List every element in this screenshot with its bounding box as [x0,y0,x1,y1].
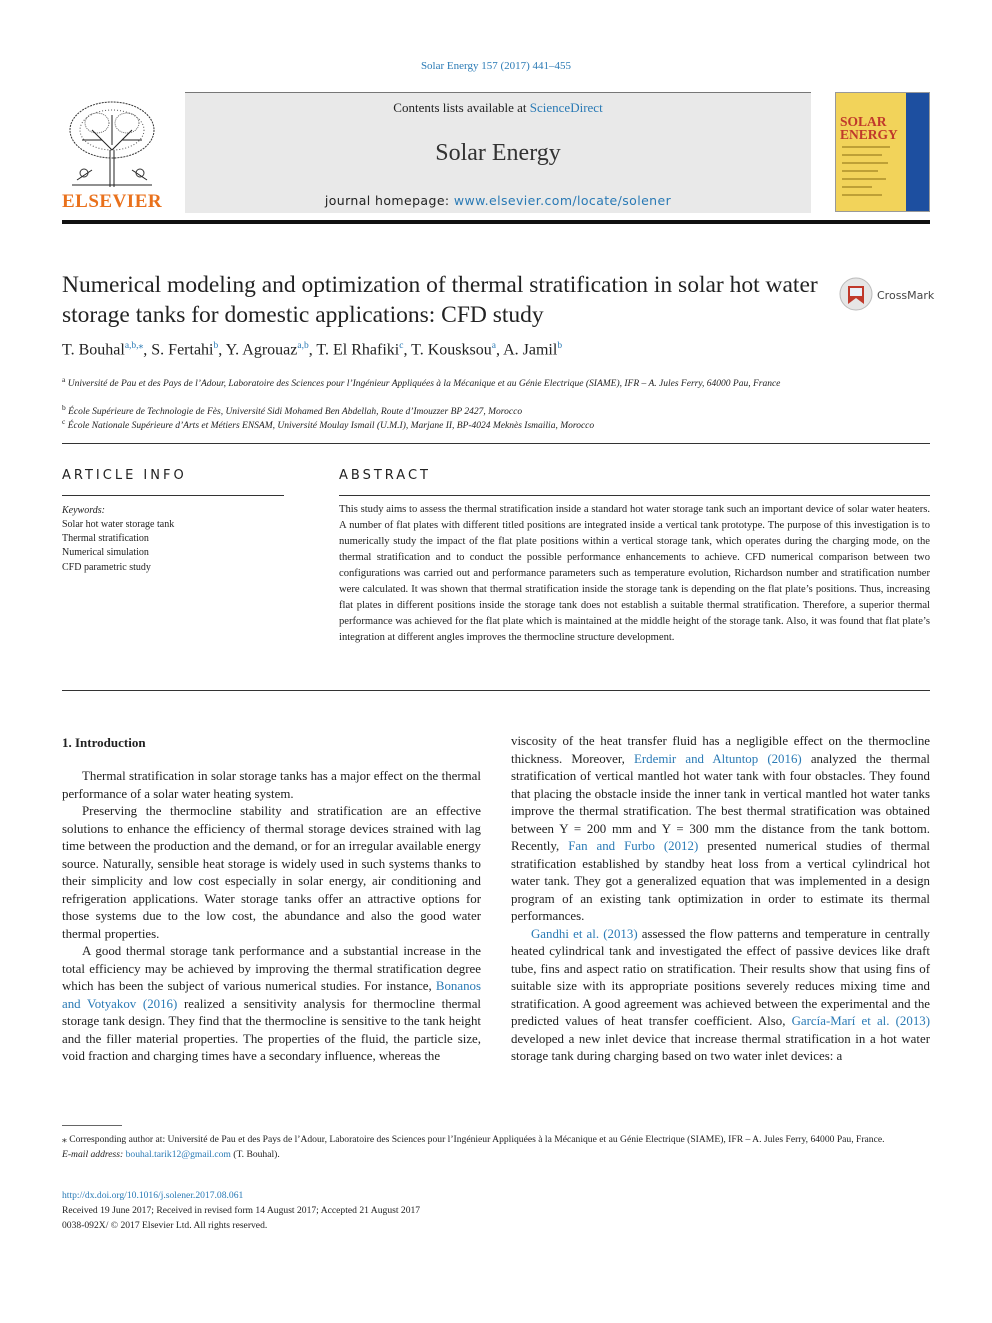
article-metadata [62,1188,420,1233]
reference-link[interactable]: Fan and Furbo (2012) [568,839,699,853]
reference-link[interactable]: García-Marí et al. (2013) [791,1014,931,1028]
contents-prefix: Contents lists available at [393,100,530,115]
paragraph-text: presented numerical studies of thermal stratification established by standby heat loss from a vertical cylindrical hot water tank. They got a generalized equation that was implemented in a design program of an existing tank optimization in order to estimate its thermal performances. [511,839,930,923]
paragraph-text: A good thermal storage tank performance and a substantial increase in the total efficiency may be achieved by improving the thermal stratification degree which has been the subject of various numerical studies. For instance, [62,944,481,993]
left-column [62,768,481,1066]
article-info-heading: ARTICLE INFO [62,468,187,483]
affiliation-mark: a [62,375,66,384]
author-affiliation-mark[interactable]: c [399,341,404,351]
affiliation-c [62,415,832,433]
keyword-item: Solar hot water storage tank [62,519,175,530]
abstract-rule [339,495,930,496]
article-info-rule [62,495,284,496]
paragraph: Preserving the thermocline stability and stratification are an effective solutions to enhance the efficiency of thermal storage devices strained with lag time between the production and the demand, or for an irregular available energy source. Naturally, sensible heat storage is widely used in such systems thanks to their simplicity and low cost especially in solar energy, air conditioning and refrigeration applications. Water storage tanks offer an attractive options for those systems due to the low cost, the abundance and also the good water thermal properties. [62,804,481,941]
abstract-divider [62,690,930,691]
keyword-item: CFD parametric study [62,562,151,573]
email-link[interactable]: bouhal.tarik12@gmail.com [125,1149,231,1160]
author-affiliation-mark[interactable]: a,b [297,341,309,351]
cover-title [840,115,898,141]
cover-contents-lines [842,143,897,203]
email-label: E-mail address: [62,1149,126,1160]
keyword-item: Numerical simulation [62,547,149,558]
author-name[interactable]: T. El Rhafiki [316,341,400,359]
cover-title-line2: ENERGY [840,127,898,142]
affiliation-text: École Nationale Supérieure d’Arts et Métiers ENSAM, Université Moulay Ismail (U.M.I), Marjane II, BP-4024 Meknès Ismailia, Morocco [67,421,595,432]
paragraph-text: realized a sensitivity analysis for thermocline thermal storage tank design. They find that the thermocline is sensitive to the tank height and the filler material properties. The properties of the fluid, the particle size, void fraction and charging times have a secondary influence, whereas the [62,996,482,1063]
copyright-line: 0038-092X/ © 2017 Elsevier Ltd. All rights reserved. [62,1220,268,1231]
author-name[interactable]: Y. Agrouaz [225,341,298,359]
corresponding-author-text: ⁎ Corresponding author at: Université de Pau et des Pays de l’Adour, Laboratoire des Sciences pour l’Ingénieur Appliquées à la Mécanique et au Génie Electrique (SIAME), IFR – A. Jules Ferry, 64000 Pau, France. [62,1134,885,1145]
publisher-name: ELSEVIER [62,191,163,212]
author-name[interactable]: S. Fertahi [151,341,214,359]
abstract-text: This study aims to assess the thermal stratification inside a standard hot water storage tank such an important device of solar water heaters. A number of flat plates with different titled positions are integrated inside a vertical tank prototype. The purpose of this investigation is to numerically study the impact of the flat plate positions within a vertical storage tank, which operates during the charging mode, on the thermal stratification and to conduct the possible performance enhancements to achieve. CFD numerical comparison between two configurations was carried out and performance parameters such as temperature evolution, Richardson number and stratification number were calculated. It was shown that thermal stratification inside the storage tank is depending on the flat plate’s positions. Thus, increasing flat plates in different positions inside the storage tank does not establish a suitable thermal stratification. Therefore, a superior thermal performance was achieved for the flat plate which is maintained at the middle height of the storage tank. Also, it was found that flat plate’s integration at different angles improves the thermocline structure development. [339,504,930,643]
paragraph-text: developed a new inlet device that increase thermal stratification in a hot water storage tank during charging based on two water inlet devices: a [511,1031,930,1063]
homepage-prefix: journal homepage: [324,193,454,208]
author-affiliation-mark[interactable]: a [491,341,496,351]
journal-cover-thumbnail [835,92,930,212]
paragraph-text: viscosity of the heat transfer fluid has a negligible effect on the thermocline thickness. Moreover, [511,734,930,766]
author-affiliation-mark[interactable]: b [557,341,563,351]
paragraph [62,943,481,1066]
received-dates: Received 19 June 2017; Received in revised form 14 August 2017; Accepted 21 August 2017 [62,1205,421,1216]
affiliation-text: École Supérieure de Technologie de Fès, Université Sidi Mohamed Ben Abdellah, Route d’Imouzzer BP 2427, Morocco [68,407,523,418]
author-name[interactable]: T. Bouhal [62,341,125,359]
email-suffix: (T. Bouhal). [230,1149,280,1160]
journal-name: Solar Energy [435,140,561,166]
contents-line [185,100,811,116]
cover-title-line1: SOLAR [840,114,887,129]
section-heading-introduction: 1. Introduction [62,735,146,750]
keyword-item: Thermal stratification [62,533,149,544]
author-list: T. Bouhal$^{a,b,⁎}$, S. Fertahi$^b$, Y. Agrouaz$^{a,b}$, T. El Rhafiki$^c$, T. Kousksou$^a$, A. Jamil$^b$ [62,341,563,359]
author-affiliation-mark[interactable]: a,b,⁎ [124,341,144,351]
affiliations-divider [62,443,930,444]
corresponding-author-footnote [62,1132,930,1162]
paragraph-text: analyzed the thermal stratification of vertical mantled hot water tank with four obstacles. They found that placing the obstacle inside the inner tank in vertical mantled hot water tanks improve the thermal stratification. The best thermal stratification was obtained between Y = 200 mm and Y = 300 mm the distance from the tank bottom. Recently, [511,751,930,853]
right-column [511,733,930,1066]
reference-link[interactable]: Bonanos and Votyakov (2016) [62,979,481,1011]
header-divider [62,220,930,224]
paragraph [511,926,930,1066]
journal-homepage [185,193,811,208]
abstract-heading: ABSTRACT [339,468,431,483]
author-affiliation-mark[interactable]: b [213,341,219,351]
author-name[interactable]: T. Kousksou [411,341,492,359]
article-title: Numerical modeling and optimization of thermal stratification in solar hot water storage tanks for domestic applications: CFD study [62,272,818,328]
affiliation-mark: c [62,417,66,426]
journal-citation[interactable]: Solar Energy 157 (2017) 441–455 [420,60,572,72]
affiliation-mark: b [62,403,66,412]
affiliation-text: Université de Pau et des Pays de l’Adour, Laboratoire des Sciences pour l’Ingénieur Appliquées à la Mécanique et au Génie Electrique (SIAME), IFR – A. Jules Ferry, 64000 Pau, France [67,379,781,390]
paragraph: Thermal stratification in solar storage tanks has a major effect on the thermal performance of a solar water heating system. [62,769,481,801]
crossmark-label: CrossMark [877,289,935,302]
affiliation-a [62,373,832,391]
email-line [62,1147,930,1162]
keywords-label: Keywords: [62,505,105,516]
paragraph-text: assessed the flow patterns and temperature in centrally heated cylindrical tank and investigated the effect of passive devices like draft tube, fins and aspect ratio on stratification. Their results show that using fins of suitable size with its appropriate positions severely reduces mixing time and stratification. A good agreement was achieved between the experimental and the predicted values of heat transfer coefficient. Also, [511,926,930,1028]
reference-link[interactable]: Gandhi et al. (2013) [531,926,638,941]
sciencedirect-link[interactable]: ScienceDirect [529,100,603,115]
homepage-link[interactable]: www.elsevier.com/locate/solener [453,193,672,208]
footnote-rule [62,1125,122,1126]
paragraph [511,733,930,926]
doi-link[interactable]: http://dx.doi.org/10.1016/j.solener.2017.08.061 [62,1190,244,1201]
cover-side-strip [906,93,929,211]
reference-link[interactable]: Erdemir and Altuntop (2016) [633,751,802,766]
crossmark-icon [838,276,874,312]
author-name[interactable]: A. Jamil [503,341,558,359]
